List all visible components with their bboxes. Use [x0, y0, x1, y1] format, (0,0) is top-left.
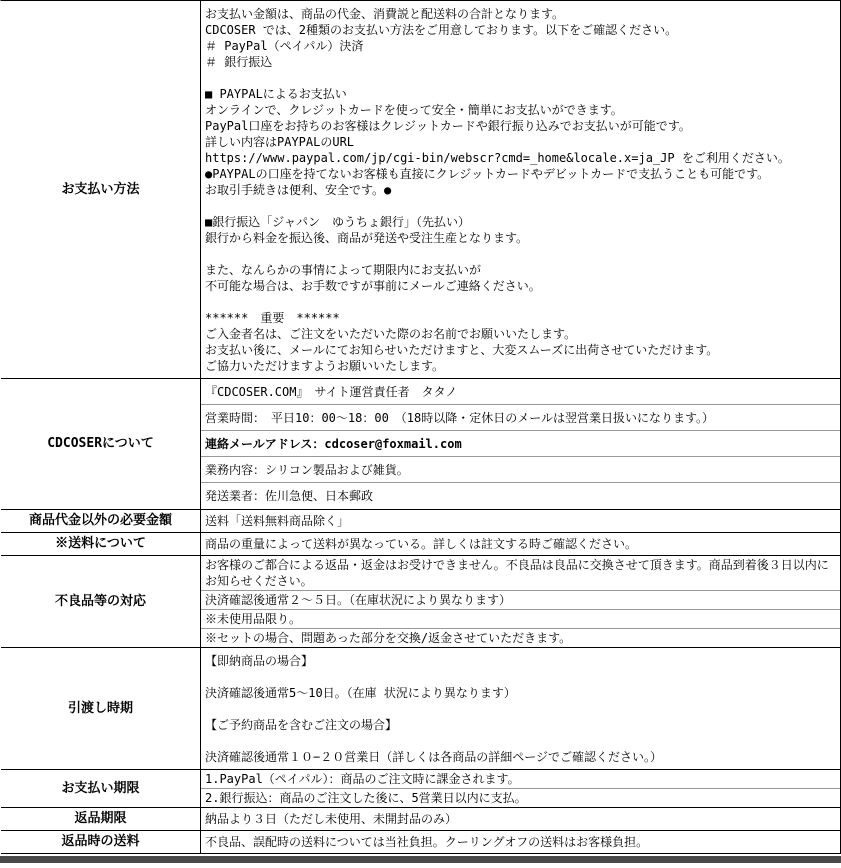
- row-header-return-shipping: 返品時の送料: [1, 831, 201, 853]
- payment-deadline-content: [201, 770, 840, 807]
- text-line: お支払い後に、メールにてお知らせいただけますと、大変スムーズに出荷させていただけます。: [205, 343, 719, 357]
- return-shipping-row: [1, 831, 840, 854]
- row-header-about: CDCOSERについて: [1, 379, 201, 509]
- payment-deadline-item: 1.PayPal（ペイパル）：商品のご注文時に課金されます。: [201, 770, 840, 789]
- text-line: [201, 294, 840, 310]
- defect-policy-content: [201, 556, 840, 647]
- row-header-delivery-time: 引渡し時期: [1, 648, 201, 769]
- text-line: ＃ 銀行振込: [205, 55, 273, 69]
- text-line: お支払い金額は、商品の代金、消費説と配送料の合計となります。: [205, 7, 565, 21]
- text-line: CDCOSER では、2種類のお支払い方法をご用意しております。以下をご確認ください。: [205, 23, 678, 37]
- about-content: [201, 379, 840, 509]
- defect-policy-item: ※未使用品限り。: [201, 610, 840, 629]
- text-line: ●PAYPALの口座を持てないお客様も直接にクレジットカードやデビットカードで支払うことも可能です。: [205, 167, 770, 181]
- text-line: [201, 198, 840, 214]
- text-line: [201, 733, 840, 749]
- defect-policy-item: ※セットの場合、問題あった部分を交換/返金させていただきます。: [205, 631, 572, 645]
- about-row: [1, 379, 840, 510]
- text-line: 銀行から料金を振込後、商品が発送や受注生産となります。: [205, 231, 529, 245]
- about-site-operator: 『CDCOSER.COM』 サイト運営責任者 タタノ: [201, 379, 840, 405]
- return-shipping-content: 不良品、誤配時の送料については当社負担。クーリングオフの送料はお客様負担。: [205, 835, 649, 849]
- text-line: 詳しい内容はPAYPALのURL: [205, 135, 355, 149]
- payment-method-row: [1, 1, 840, 379]
- text-line: 【ご予約商品を含むご注文の場合】: [205, 718, 398, 732]
- about-business-description: 業務内容：シリコン製品および雑貨。: [201, 457, 840, 483]
- text-line: ご協力いただけますようお願いいたします。: [205, 359, 445, 373]
- payment-deadline-item: 2.銀行振込：商品のご注文した後に、5営業日以内に支払。: [205, 791, 527, 805]
- row-header-extra-fee: 商品代金以外の必要金額: [1, 510, 201, 532]
- defect-policy-item: お客様のご都合による返品・返金はお受けできません。不良品は良品に交換させて頂きます。商品到着後３日以内にお知らせください。: [201, 556, 840, 591]
- row-header-payment-method: お支払い方法: [1, 1, 201, 378]
- defect-policy-item: 決済確認後通常２〜５日。（在庫状況により異なります）: [201, 591, 840, 610]
- text-line: お取引手続きは便利、安全です。●: [205, 183, 392, 197]
- extra-fee-content: 送料「送料無料商品除く」: [205, 514, 350, 528]
- text-line: また、なんらかの事情によって期限内にお支払いが: [205, 263, 482, 277]
- text-line: オンラインで、クレジットカードを使って安全・簡単にお支払いができます。: [205, 103, 623, 117]
- return-period-content: 納品より３日（ただし未使用、未開封品のみ）: [205, 812, 458, 826]
- text-line: 不可能な場合は、お手数ですが事前にメールご連絡ください。: [205, 279, 541, 293]
- text-line: ■銀行振込「ジャパン ゆうちょ銀行」（先払い）: [205, 215, 470, 229]
- text-line: https://www.paypal.com/jp/cgi-bin/webscr?cmd=_home&locale.x=ja_JP をご利用ください。: [205, 151, 790, 165]
- footer-bar: [0, 856, 841, 863]
- text-line: 決済確認後通常１０−２０営業日（詳しくは各商品の詳細ページでご確認ください。）: [205, 750, 662, 764]
- text-line: ＃ PayPal（ペイパル）決済: [205, 39, 364, 53]
- return-period-row: [1, 808, 840, 831]
- text-line: [201, 669, 840, 685]
- text-line: [201, 70, 840, 86]
- text-line: 決済確認後通常5〜10日。（在庫 状況により異なります）: [205, 686, 516, 700]
- text-line: PayPal口座をお持ちのお客様はクレジットカードや銀行振り込みでお支払いが可能です。: [205, 119, 691, 133]
- row-header-shipping-fee: ※送料について: [1, 533, 201, 555]
- text-line: ****** 重要 ******: [205, 311, 340, 325]
- row-header-defect-policy: 不良品等の対応: [1, 556, 201, 647]
- about-contact-email: 連絡メールアドレス：cdcoser@foxmail.com: [201, 431, 840, 457]
- delivery-time-row: [1, 648, 840, 770]
- text-line: [201, 701, 840, 717]
- delivery-time-content: [201, 648, 840, 769]
- row-header-return-period: 返品期限: [1, 808, 201, 830]
- extra-fee-row: [1, 510, 840, 533]
- about-shipping-carrier: 発送業者：佐川急便、日本郵政: [205, 489, 374, 503]
- row-header-payment-deadline: お支払い期限: [1, 770, 201, 807]
- text-line: ■ PAYPALによるお支払い: [205, 87, 347, 101]
- shipping-fee-content: 商品の重量によって送料が異なっている。詳しくは註文する時ご確認ください。: [205, 537, 638, 551]
- payment-deadline-row: [1, 770, 840, 808]
- text-line: ご入金者名は、ご注文をいただいた際のお名前でお願いいたします。: [205, 327, 577, 341]
- text-line: [201, 246, 840, 262]
- shipping-fee-row: [1, 533, 840, 556]
- text-line: 【即納商品の場合】: [205, 654, 314, 668]
- payment-method-content: [201, 1, 840, 378]
- about-business-hours: 営業時間： 平日10：00〜18：00 （18時以降・定休日のメールは翌営業日扱いになります。）: [201, 405, 840, 431]
- defect-policy-row: [1, 556, 840, 648]
